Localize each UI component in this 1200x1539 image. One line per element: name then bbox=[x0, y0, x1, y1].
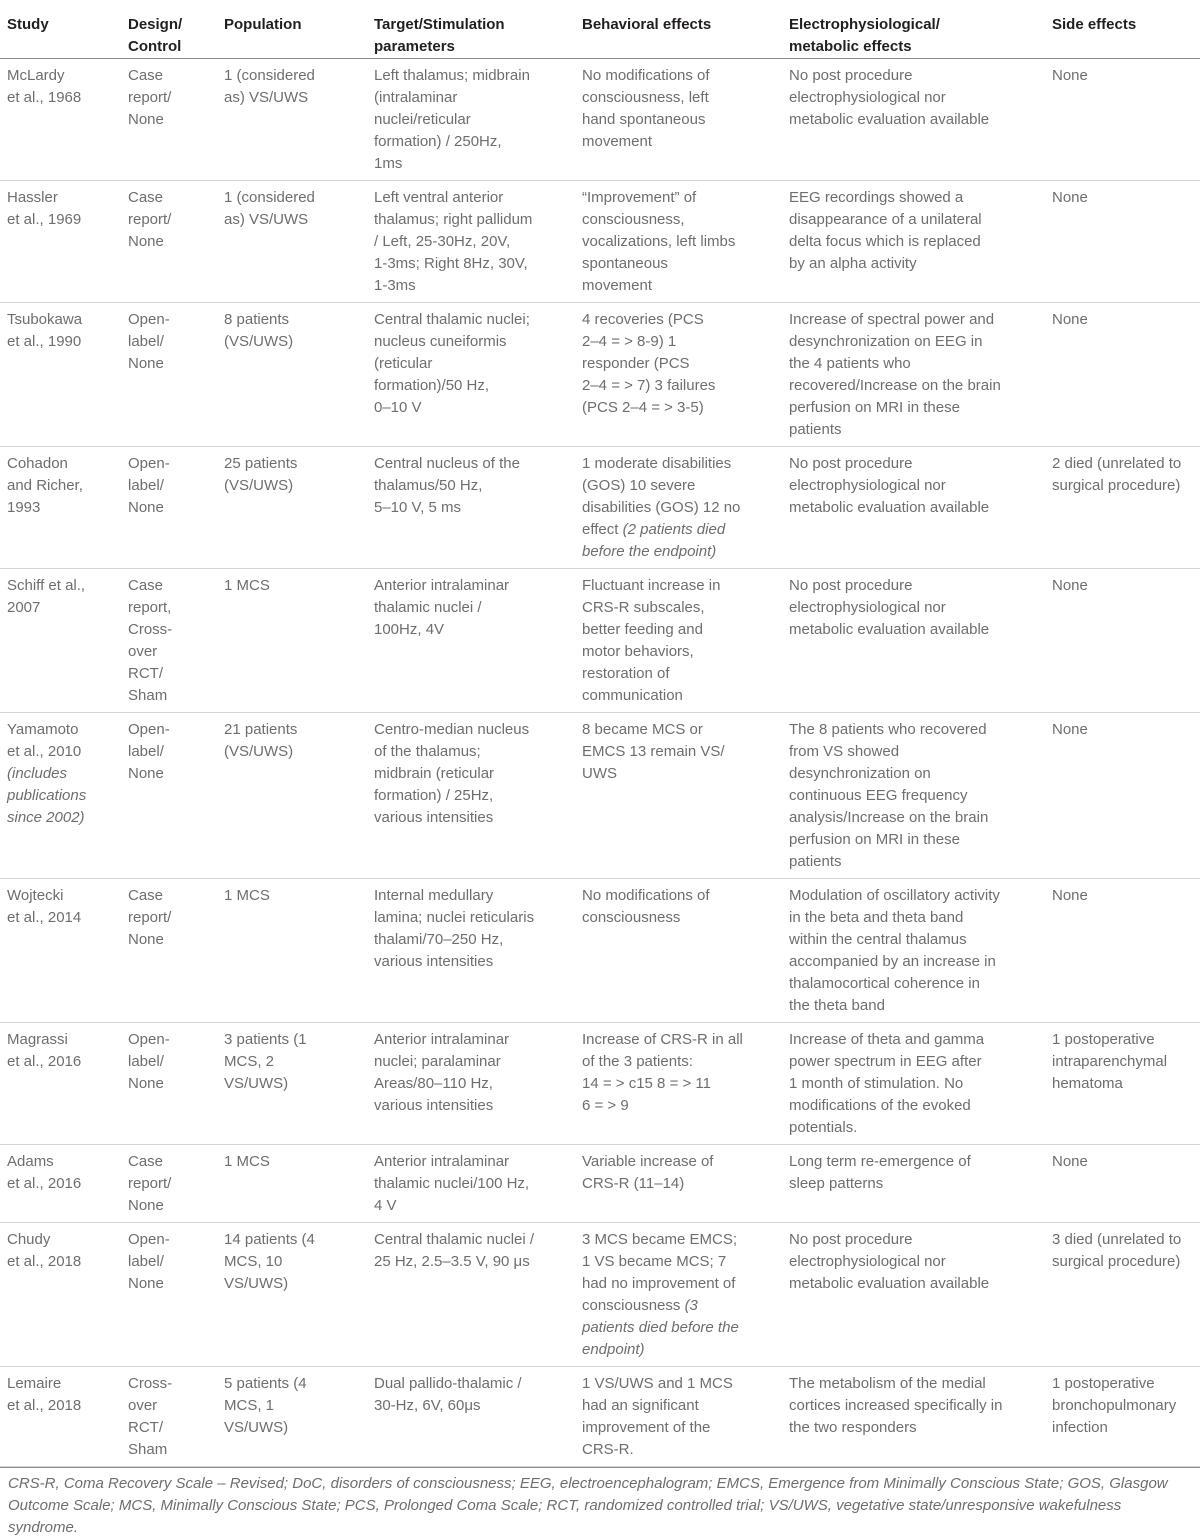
cell-electro-text: No post procedure electrophysiological nor metabolic evaluation available bbox=[789, 1231, 990, 1292]
cell-design bbox=[121, 447, 217, 569]
cell-side-effects bbox=[1045, 1367, 1200, 1467]
header-side-effects: Side effects bbox=[1052, 16, 1137, 33]
cell-population bbox=[217, 713, 367, 879]
cell-electro bbox=[782, 1023, 1045, 1145]
cell-behavioral-note: (2 patients died before the endpoint) bbox=[582, 521, 726, 560]
cell-side-effects bbox=[1045, 879, 1200, 1023]
cell-side-effects-text: 1 postoperative bronchopulmonary infection bbox=[1052, 1375, 1177, 1436]
cell-side-effects bbox=[1045, 181, 1200, 303]
cell-target-text: Left thalamus; midbrain (intralaminar nuclei/reticular formation) / 250Hz, 1ms bbox=[374, 67, 530, 172]
cell-side-effects-text: 3 died (unrelated to surgical procedure) bbox=[1052, 1231, 1182, 1270]
cell-target bbox=[367, 1367, 575, 1467]
table-row bbox=[0, 1367, 1200, 1467]
cell-study bbox=[0, 447, 121, 569]
table-row bbox=[0, 59, 1200, 181]
cell-design bbox=[121, 303, 217, 447]
cell-population bbox=[217, 569, 367, 713]
cell-target bbox=[367, 1023, 575, 1145]
cell-population bbox=[217, 1367, 367, 1467]
cell-behavioral-text: Variable increase of CRS-R (11–14) bbox=[582, 1153, 714, 1192]
cell-population-text: 8 patients (VS/UWS) bbox=[224, 311, 294, 350]
cell-behavioral bbox=[575, 59, 782, 181]
cell-electro bbox=[782, 1145, 1045, 1223]
cell-population bbox=[217, 1145, 367, 1223]
cell-design bbox=[121, 59, 217, 181]
table-footnote: CRS-R, Coma Recovery Scale – Revised; DoC, disorders of consciousness; EEG, electroencephalogram; EMCS, Emergence from Minimally Conscious State; GOS, Glasgow Outcome Scale; MCS, Minimally Conscious State; PCS, Prolonged Coma Scale; RCT, randomized controlled trial; VS/UWS, vegetative state/unresponsive wakefulness syndrome. bbox=[0, 1467, 1200, 1539]
table-body bbox=[0, 59, 1200, 1467]
cell-target-text: Anterior intralaminar thalamic nuclei/100 Hz, 4 V bbox=[374, 1153, 530, 1214]
cell-study bbox=[0, 713, 121, 879]
cell-side-effects-text: None bbox=[1052, 189, 1088, 206]
cell-design-text: Open- label/ None bbox=[128, 1031, 170, 1092]
cell-side-effects bbox=[1045, 1023, 1200, 1145]
cell-electro-text: Modulation of oscillatory activity in the beta and theta band within the central thalamus accompanied by an increase in thalamocortical coherence in the theta band bbox=[789, 887, 1000, 1014]
cell-study-text: Chudy et al., 2018 bbox=[7, 1231, 82, 1270]
cell-design-text: Case report/ None bbox=[128, 67, 172, 128]
cell-target-text: Anterior intralaminar thalamic nuclei / 100Hz, 4V bbox=[374, 577, 510, 638]
cell-electro bbox=[782, 1223, 1045, 1367]
cell-study bbox=[0, 1367, 121, 1467]
cell-side-effects-text: None bbox=[1052, 887, 1088, 904]
cell-study-text: Lemaire et al., 2018 bbox=[7, 1375, 82, 1414]
cell-behavioral bbox=[575, 1145, 782, 1223]
cell-population bbox=[217, 59, 367, 181]
cell-behavioral bbox=[575, 303, 782, 447]
table-header bbox=[0, 0, 1200, 59]
cell-side-effects bbox=[1045, 1145, 1200, 1223]
cell-population bbox=[217, 181, 367, 303]
cell-design bbox=[121, 181, 217, 303]
cell-study-text: Yamamoto et al., 2010 bbox=[7, 721, 82, 760]
table-row bbox=[0, 1145, 1200, 1223]
cell-side-effects bbox=[1045, 713, 1200, 879]
cell-behavioral-text: “Improvement” of consciousness, vocalizations, left limbs spontaneous movement bbox=[582, 189, 736, 294]
cell-design-text: Open- label/ None bbox=[128, 1231, 170, 1292]
header-target: Target/Stimulation parameters bbox=[374, 16, 505, 55]
cell-target-text: Central nucleus of the thalamus/50 Hz, 5–10 V, 5 ms bbox=[374, 455, 520, 516]
cell-study-text: Hassler et al., 1969 bbox=[7, 189, 82, 228]
cell-target-text: Left ventral anterior thalamus; right pallidum / Left, 25-30Hz, 20V, 1-3ms; Right 8Hz, 30V, 1-3ms bbox=[374, 189, 533, 294]
cell-design bbox=[121, 1145, 217, 1223]
cell-study bbox=[0, 59, 121, 181]
cell-study bbox=[0, 1223, 121, 1367]
cell-design bbox=[121, 1367, 217, 1467]
cell-study bbox=[0, 879, 121, 1023]
cell-electro-text: Long term re-emergence of sleep patterns bbox=[789, 1153, 971, 1192]
cell-design-text: Case report/ None bbox=[128, 189, 172, 250]
cell-study bbox=[0, 1145, 121, 1223]
cell-population-text: 1 (considered as) VS/UWS bbox=[224, 67, 315, 106]
table-row bbox=[0, 1023, 1200, 1145]
cell-electro bbox=[782, 879, 1045, 1023]
cell-target bbox=[367, 181, 575, 303]
table-row bbox=[0, 181, 1200, 303]
cell-population-text: 1 MCS bbox=[224, 1153, 270, 1170]
cell-electro bbox=[782, 1367, 1045, 1467]
cell-side-effects-text: None bbox=[1052, 1153, 1088, 1170]
table-row bbox=[0, 879, 1200, 1023]
cell-behavioral-text: 3 MCS became EMCS; 1 VS became MCS; 7 had no improvement of consciousness bbox=[582, 1231, 738, 1314]
header-row bbox=[0, 0, 1200, 59]
cell-target bbox=[367, 303, 575, 447]
cell-target-text: Central thalamic nuclei / 25 Hz, 2.5–3.5 V, 90 μs bbox=[374, 1231, 535, 1270]
cell-behavioral bbox=[575, 1367, 782, 1467]
cell-electro-text: Increase of theta and gamma power spectrum in EEG after 1 month of stimulation. No modifications of the evoked potentials. bbox=[789, 1031, 985, 1136]
cell-population-text: 14 patients (4 MCS, 10 VS/UWS) bbox=[224, 1231, 315, 1292]
cell-design bbox=[121, 1023, 217, 1145]
cell-behavioral-note: (3 patients died before the endpoint) bbox=[582, 1297, 739, 1358]
cell-target-text: Central thalamic nuclei; nucleus cuneiformis (reticular formation)/50 Hz, 0–10 V bbox=[374, 311, 530, 416]
cell-electro bbox=[782, 713, 1045, 879]
cell-electro bbox=[782, 181, 1045, 303]
cell-behavioral bbox=[575, 713, 782, 879]
header-study: Study bbox=[7, 16, 49, 33]
cell-study-note: (includes publications since 2002) bbox=[7, 765, 87, 826]
cell-population-text: 25 patients (VS/UWS) bbox=[224, 455, 298, 494]
cell-electro-text: Increase of spectral power and desynchronization on EEG in the 4 patients who recovered/Increase on the brain perfusion on MRI in these patients bbox=[789, 311, 1001, 438]
cell-behavioral-text: No modifications of consciousness, left hand spontaneous movement bbox=[582, 67, 710, 150]
cell-behavioral-text: Fluctuant increase in CRS-R subscales, better feeding and motor behaviors, restoration of communication bbox=[582, 577, 721, 704]
cell-electro-text: The 8 patients who recovered from VS showed desynchronization on continuous EEG frequency analysis/Increase on the brain perfusion on MRI in these patients bbox=[789, 721, 989, 870]
header-population: Population bbox=[224, 16, 302, 33]
cell-design-text: Case report/ None bbox=[128, 1153, 172, 1214]
cell-electro bbox=[782, 303, 1045, 447]
cell-electro bbox=[782, 59, 1045, 181]
cell-design-text: Cross- over RCT/ Sham bbox=[128, 1375, 173, 1458]
cell-study-text: Magrassi et al., 2016 bbox=[7, 1031, 82, 1070]
cell-target bbox=[367, 713, 575, 879]
cell-study bbox=[0, 569, 121, 713]
cell-behavioral bbox=[575, 569, 782, 713]
cell-study-text: Tsubokawa et al., 1990 bbox=[7, 311, 83, 350]
cell-design bbox=[121, 713, 217, 879]
table-row bbox=[0, 569, 1200, 713]
cell-behavioral bbox=[575, 1223, 782, 1367]
cell-electro bbox=[782, 447, 1045, 569]
cell-target bbox=[367, 569, 575, 713]
cell-design bbox=[121, 569, 217, 713]
cell-study bbox=[0, 181, 121, 303]
cell-side-effects-text: 1 postoperative intraparenchymal hematoma bbox=[1052, 1031, 1168, 1092]
cell-behavioral-text: 4 recoveries (PCS 2–4 = > 8-9) 1 responder (PCS 2–4 = > 7) 3 failures (PCS 2–4 = > 3-5) bbox=[582, 311, 716, 416]
cell-target bbox=[367, 1145, 575, 1223]
cell-target bbox=[367, 447, 575, 569]
cell-study bbox=[0, 303, 121, 447]
cell-population-text: 1 (considered as) VS/UWS bbox=[224, 189, 315, 228]
cell-design bbox=[121, 1223, 217, 1367]
cell-electro-text: No post procedure electrophysiological nor metabolic evaluation available bbox=[789, 455, 990, 516]
cell-side-effects-text: None bbox=[1052, 721, 1088, 738]
cell-side-effects bbox=[1045, 1223, 1200, 1367]
cell-study-text: McLardy et al., 1968 bbox=[7, 67, 82, 106]
cell-target bbox=[367, 879, 575, 1023]
cell-design-text: Case report/ None bbox=[128, 887, 172, 948]
cell-electro-text: No post procedure electrophysiological nor metabolic evaluation available bbox=[789, 577, 990, 638]
cell-population-text: 21 patients (VS/UWS) bbox=[224, 721, 298, 760]
cell-behavioral-text: 1 VS/UWS and 1 MCS had an significant improvement of the CRS-R. bbox=[582, 1375, 733, 1458]
cell-target-text: Dual pallido-thalamic / 30-Hz, 6V, 60μs bbox=[374, 1375, 522, 1414]
cell-behavioral bbox=[575, 447, 782, 569]
cell-behavioral bbox=[575, 879, 782, 1023]
cell-population bbox=[217, 447, 367, 569]
cell-design bbox=[121, 879, 217, 1023]
cell-behavioral bbox=[575, 181, 782, 303]
table-row bbox=[0, 713, 1200, 879]
cell-population-text: 1 MCS bbox=[224, 577, 270, 594]
cell-target-text: Anterior intralaminar nuclei; paralaminar Areas/80–110 Hz, various intensities bbox=[374, 1031, 510, 1114]
cell-side-effects-text: None bbox=[1052, 67, 1088, 84]
cell-study-text: Schiff et al., 2007 bbox=[7, 577, 86, 616]
cell-design-text: Open- label/ None bbox=[128, 455, 170, 516]
cell-target-text: Internal medullary lamina; nuclei reticularis thalami/70–250 Hz, various intensities bbox=[374, 887, 535, 970]
cell-side-effects-text: 2 died (unrelated to surgical procedure) bbox=[1052, 455, 1182, 494]
cell-behavioral-text: 1 moderate disabilities (GOS) 10 severe disabilities (GOS) 12 no effect bbox=[582, 455, 741, 538]
cell-population bbox=[217, 1023, 367, 1145]
cell-target bbox=[367, 1223, 575, 1367]
cell-design-text: Case report, Cross- over RCT/ Sham bbox=[128, 577, 173, 704]
cell-side-effects-text: None bbox=[1052, 311, 1088, 328]
header-behavioral: Behavioral effects bbox=[582, 16, 712, 33]
cell-population bbox=[217, 1223, 367, 1367]
cell-population bbox=[217, 879, 367, 1023]
cell-side-effects-text: None bbox=[1052, 577, 1088, 594]
cell-population-text: 5 patients (4 MCS, 1 VS/UWS) bbox=[224, 1375, 307, 1436]
cell-study-text: Cohadon and Richer, 1993 bbox=[7, 455, 83, 516]
cell-side-effects bbox=[1045, 59, 1200, 181]
cell-design-text: Open- label/ None bbox=[128, 311, 170, 372]
cell-electro bbox=[782, 569, 1045, 713]
cell-behavioral-text: Increase of CRS-R in all of the 3 patients: 14 = > c15 8 = > 11 6 = > 9 bbox=[582, 1031, 743, 1114]
cell-target bbox=[367, 59, 575, 181]
cell-design-text: Open- label/ None bbox=[128, 721, 170, 782]
cell-behavioral-text: 8 became MCS or EMCS 13 remain VS/ UWS bbox=[582, 721, 725, 782]
table-row bbox=[0, 447, 1200, 569]
cell-study-text: Adams et al., 2016 bbox=[7, 1153, 82, 1192]
table-row bbox=[0, 1223, 1200, 1367]
cell-population-text: 3 patients (1 MCS, 2 VS/UWS) bbox=[224, 1031, 307, 1092]
cell-behavioral-text: No modifications of consciousness bbox=[582, 887, 710, 926]
cell-side-effects bbox=[1045, 569, 1200, 713]
table-row bbox=[0, 303, 1200, 447]
header-design: Design/ Control bbox=[128, 16, 183, 55]
cell-study-text: Wojtecki et al., 2014 bbox=[7, 887, 82, 926]
cell-electro-text: No post procedure electrophysiological nor metabolic evaluation available bbox=[789, 67, 990, 128]
cell-side-effects bbox=[1045, 303, 1200, 447]
cell-target-text: Centro-median nucleus of the thalamus; midbrain (reticular formation) / 25Hz, various intensities bbox=[374, 721, 530, 826]
cell-side-effects bbox=[1045, 447, 1200, 569]
cell-population bbox=[217, 303, 367, 447]
header-electro: Electrophysiological/ metabolic effects bbox=[789, 16, 940, 55]
cell-electro-text: The metabolism of the medial cortices increased specifically in the two responders bbox=[789, 1375, 1003, 1436]
cell-population-text: 1 MCS bbox=[224, 887, 270, 904]
cell-electro-text: EEG recordings showed a disappearance of a unilateral delta focus which is replaced by an alpha activity bbox=[789, 189, 982, 272]
cell-behavioral bbox=[575, 1023, 782, 1145]
cell-study bbox=[0, 1023, 121, 1145]
